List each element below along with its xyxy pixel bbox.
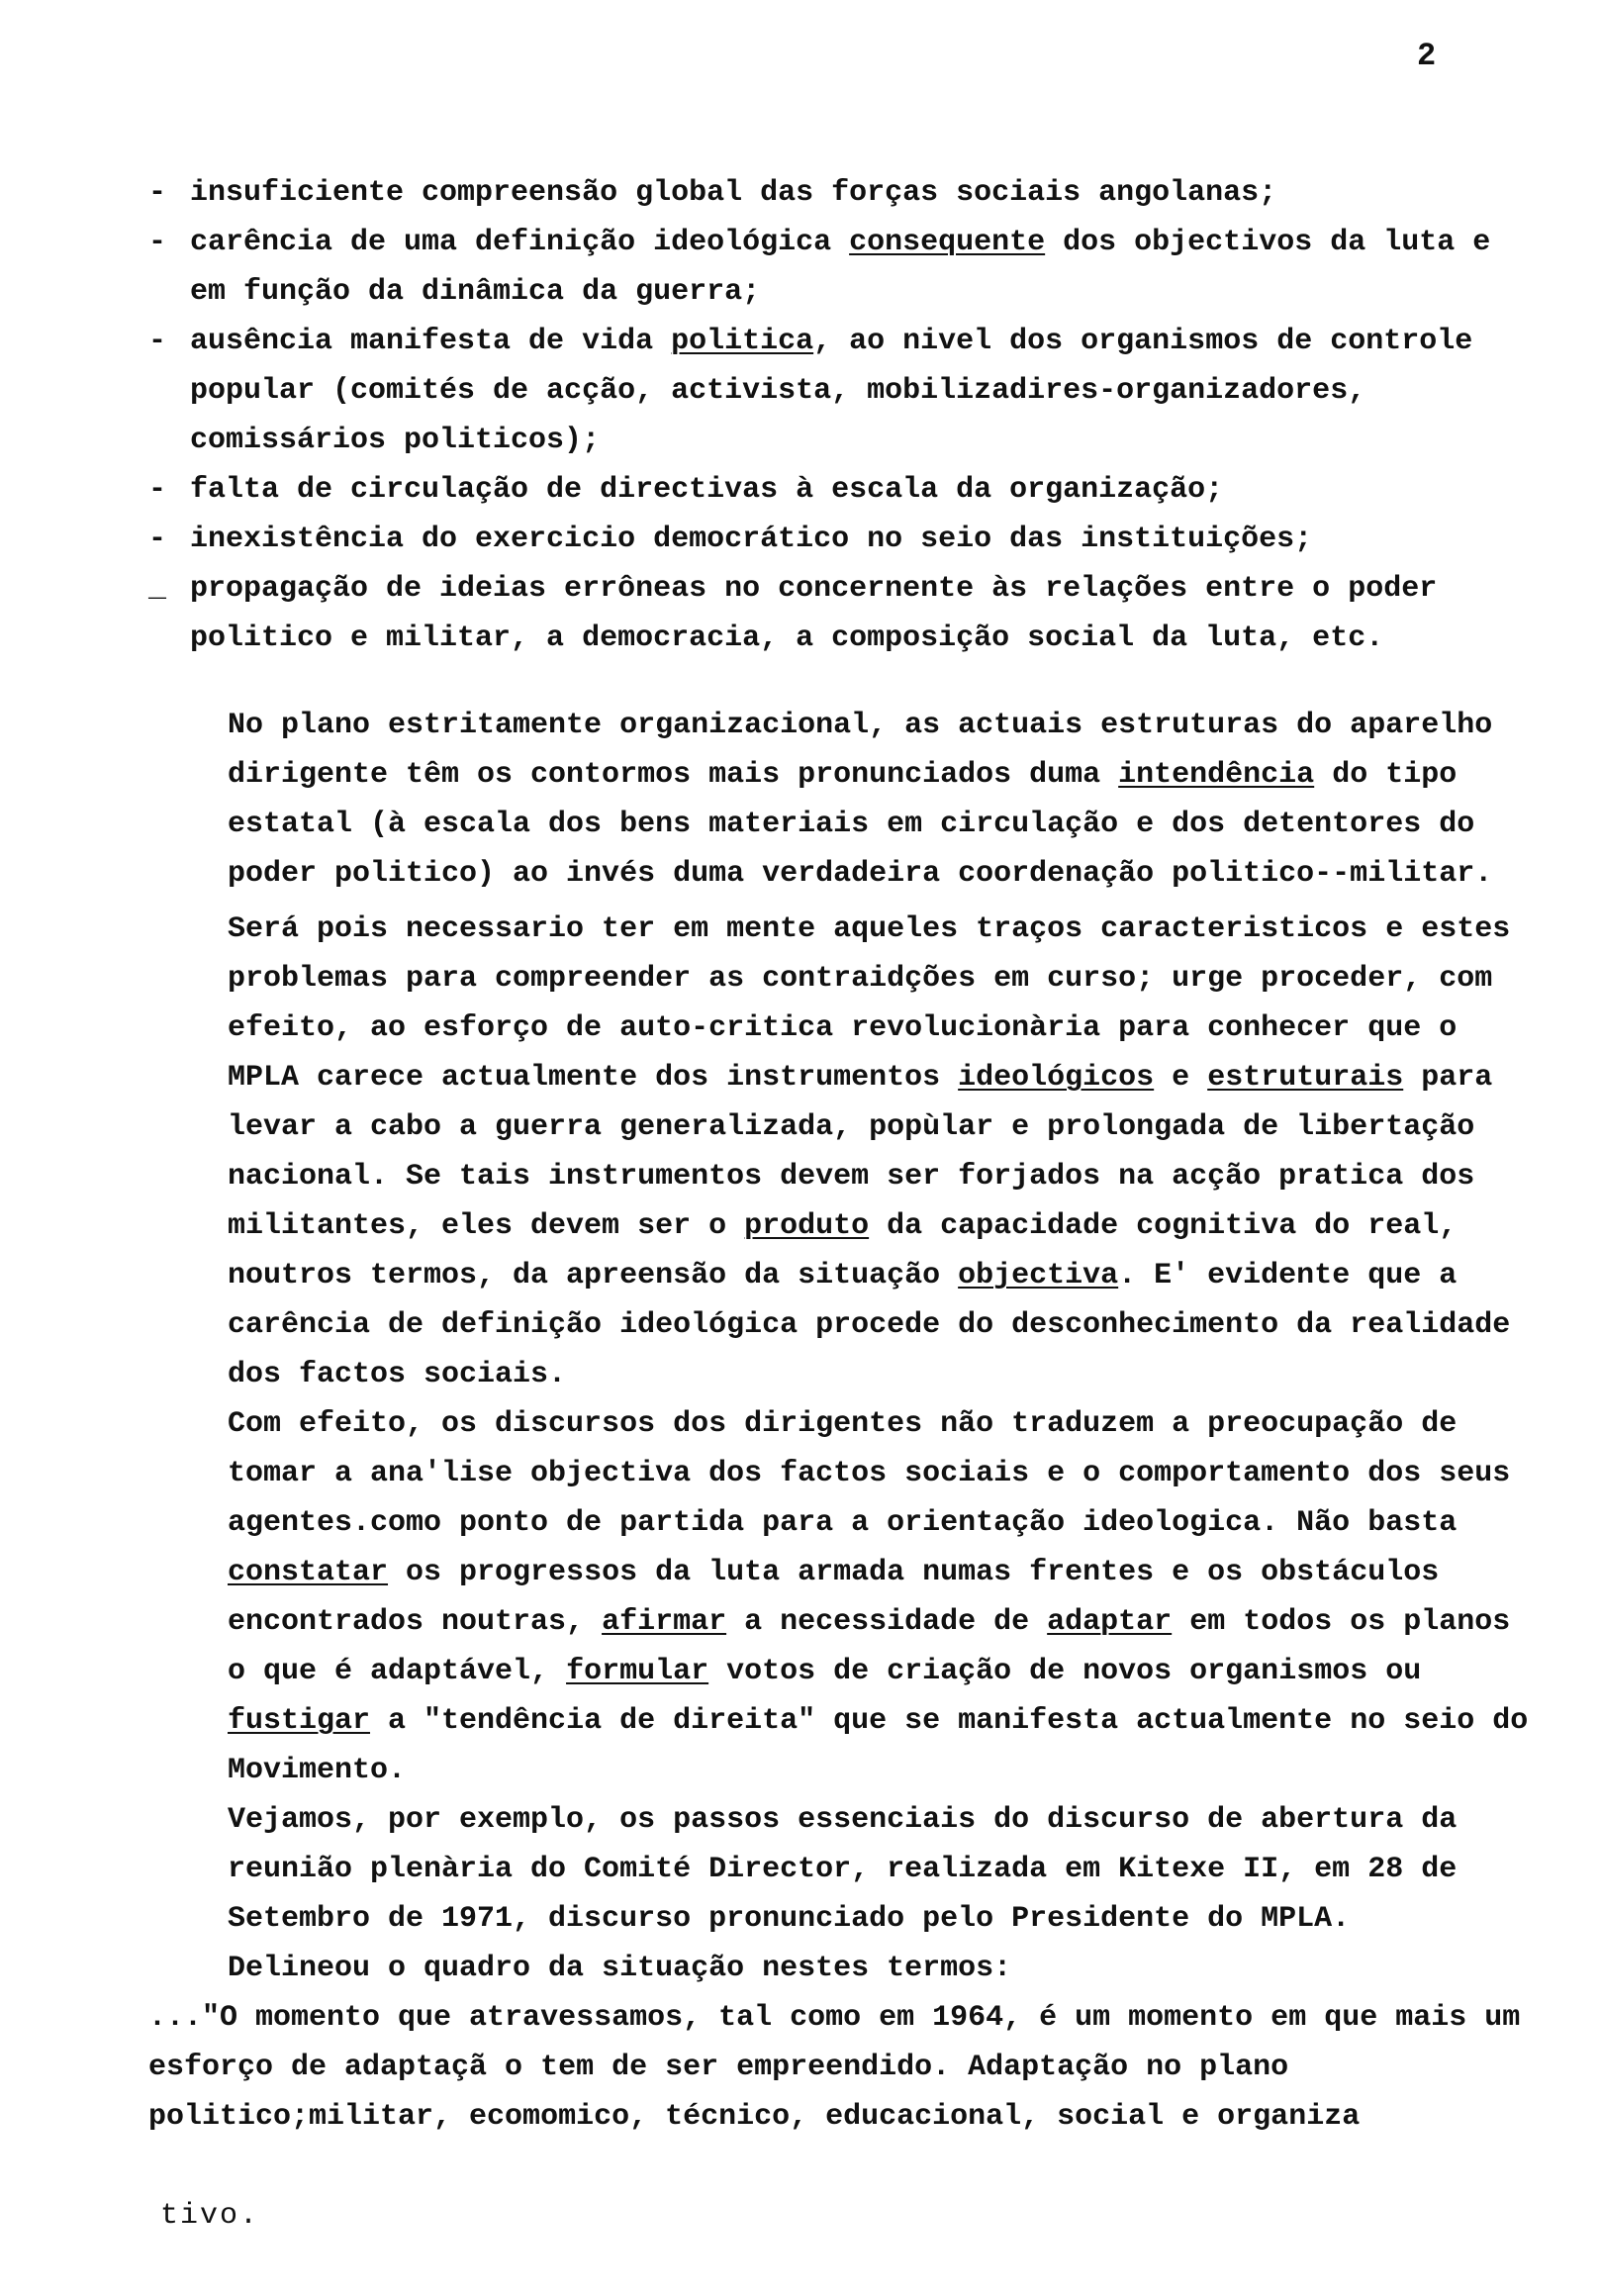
- bullet-dash: _: [148, 572, 167, 606]
- bullet-text: insuficiente compreensão global das forças sociais angolanas;: [190, 176, 1277, 210]
- quotation-continuation: tivo.: [160, 2199, 260, 2233]
- text-segment: e: [1154, 1061, 1208, 1095]
- text-segment: Será pois necessario ter em mente aqueles traços caracteristicos e estes problemas para compreender as contraidções em curso; urge proceder, com efeito, ao esforço de auto-critica revolucionària para conhecer que o MPLA carece actualmente dos instrumentos: [228, 912, 1511, 1095]
- paragraph-instrumentos: [148, 905, 1534, 1399]
- underlined-term: fustigar: [228, 1704, 371, 1738]
- text-segment: a necessidade de: [726, 1605, 1048, 1639]
- bullet-text: [190, 325, 1472, 457]
- body-text: [148, 701, 1534, 2142]
- bullet-item: [148, 465, 1514, 515]
- text-segment: votos de criação de novos organismos ou: [708, 1655, 1422, 1688]
- paragraph-vejamos: Vejamos, por exemplo, os passos essenciais do discurso de abertura da reunião plenària do Comité Director, realizada em Kitexe II, em 28 de Setembro de 1971, discurso pronunciado pelo Presidente do MPLA.: [228, 1803, 1458, 1936]
- bullet-dash: -: [148, 523, 167, 556]
- paragraph-delineou: Delineou o quadro da situação nestes termos:: [228, 1952, 1012, 1985]
- bullet-text: inexistência do exercicio democrático no seio das instituições;: [190, 523, 1313, 556]
- text-segment: os progressos da luta armada numas frentes e os obstáculos encontrados noutras,: [228, 1556, 1440, 1639]
- bullet-text: [190, 226, 1490, 309]
- bullet-item: [148, 515, 1514, 564]
- paragraph-organizacional: [148, 701, 1534, 899]
- text-segment: da capacidade cognitiva do real, noutros termos, da apreensão da situação: [228, 1209, 1458, 1292]
- text-segment: carência de uma definição ideológica: [190, 226, 850, 259]
- paragraph-discursos: [148, 1399, 1534, 1795]
- underlined-term: ideológicos: [958, 1061, 1155, 1095]
- bullet-item: [148, 168, 1514, 218]
- underlined-term: consequente: [849, 226, 1046, 259]
- bullet-item: [148, 317, 1514, 465]
- underlined-term: afirmar: [602, 1605, 727, 1639]
- underlined-term: intendência: [1118, 758, 1315, 792]
- text-segment: para levar a cabo a guerra generalizada, popùlar e prolongada de libertação nacional. Se tais instrumentos devem ser forjados na acção pratica dos militantes, eles devem ser o: [228, 1061, 1493, 1243]
- bullet-text: propagação de ideias errôneas no concernente às relações entre o poder politico e militar, a democracia, a composição social da luta, etc.: [190, 572, 1438, 655]
- bullet-item: [148, 218, 1514, 317]
- underlined-term: adaptar: [1047, 1605, 1173, 1639]
- text-segment: a "tendência de direita" que se manifesta actualmente no seio do Movimento.: [228, 1704, 1529, 1787]
- text-segment: Com efeito, os discursos dos dirigentes não traduzem a preocupação de tomar a ana'lise objectiva dos factos sociais e o comportamento dos seus agentes.como ponto de partida para a orientação ideologica. Não basta: [228, 1407, 1511, 1540]
- text-segment: do tipo estatal (à escala dos bens materiais em circulação e dos detentores do poder politico) ao invés duma verdadeira coordenação politico--militar.: [228, 758, 1493, 891]
- quotation: ..."O momento que atravessamos, tal como em 1964, é um momento em que mais um esforço de adaptaçã o tem de ser empreendido. Adaptação no plano politico;militar, ecomomico, técnico, educacional, social e organiza: [148, 2001, 1521, 2134]
- text-segment: , ao nivel dos organismos de controle popular (comités de acção, activista, mobilizadires-organizadores, comissários politicos);: [190, 325, 1473, 457]
- underlined-term: politica: [671, 325, 814, 358]
- bullet-dash: -: [148, 473, 167, 507]
- text-segment: ausência manifesta de vida: [190, 325, 672, 358]
- bullet-text: falta de circulação de directivas à escala da organização;: [190, 473, 1224, 507]
- bullet-item: [148, 564, 1514, 663]
- bullet-dash: -: [148, 325, 167, 358]
- bullet-dash: -: [148, 226, 167, 259]
- underlined-term: constatar: [228, 1556, 389, 1589]
- bullet-list: [148, 168, 1514, 663]
- page-number: 2: [1417, 38, 1437, 74]
- underlined-term: produto: [744, 1209, 870, 1243]
- text-segment: dos objectivos da luta e em função da dinâmica da guerra;: [190, 226, 1491, 309]
- text-segment: . E' evidente que a carência de definição ideológica procede do desconhecimento da realidade dos factos sociais.: [228, 1259, 1511, 1391]
- underlined-term: objectiva: [958, 1259, 1119, 1292]
- underlined-term: formular: [566, 1655, 709, 1688]
- text-segment: No plano estritamente organizacional, as actuais estruturas do aparelho dirigente têm os contormos mais pronunciados duma: [228, 709, 1493, 792]
- underlined-term: estruturais: [1207, 1061, 1404, 1095]
- text-segment: em todos os planos o que é adaptável,: [228, 1605, 1511, 1688]
- bullet-dash: -: [148, 176, 167, 210]
